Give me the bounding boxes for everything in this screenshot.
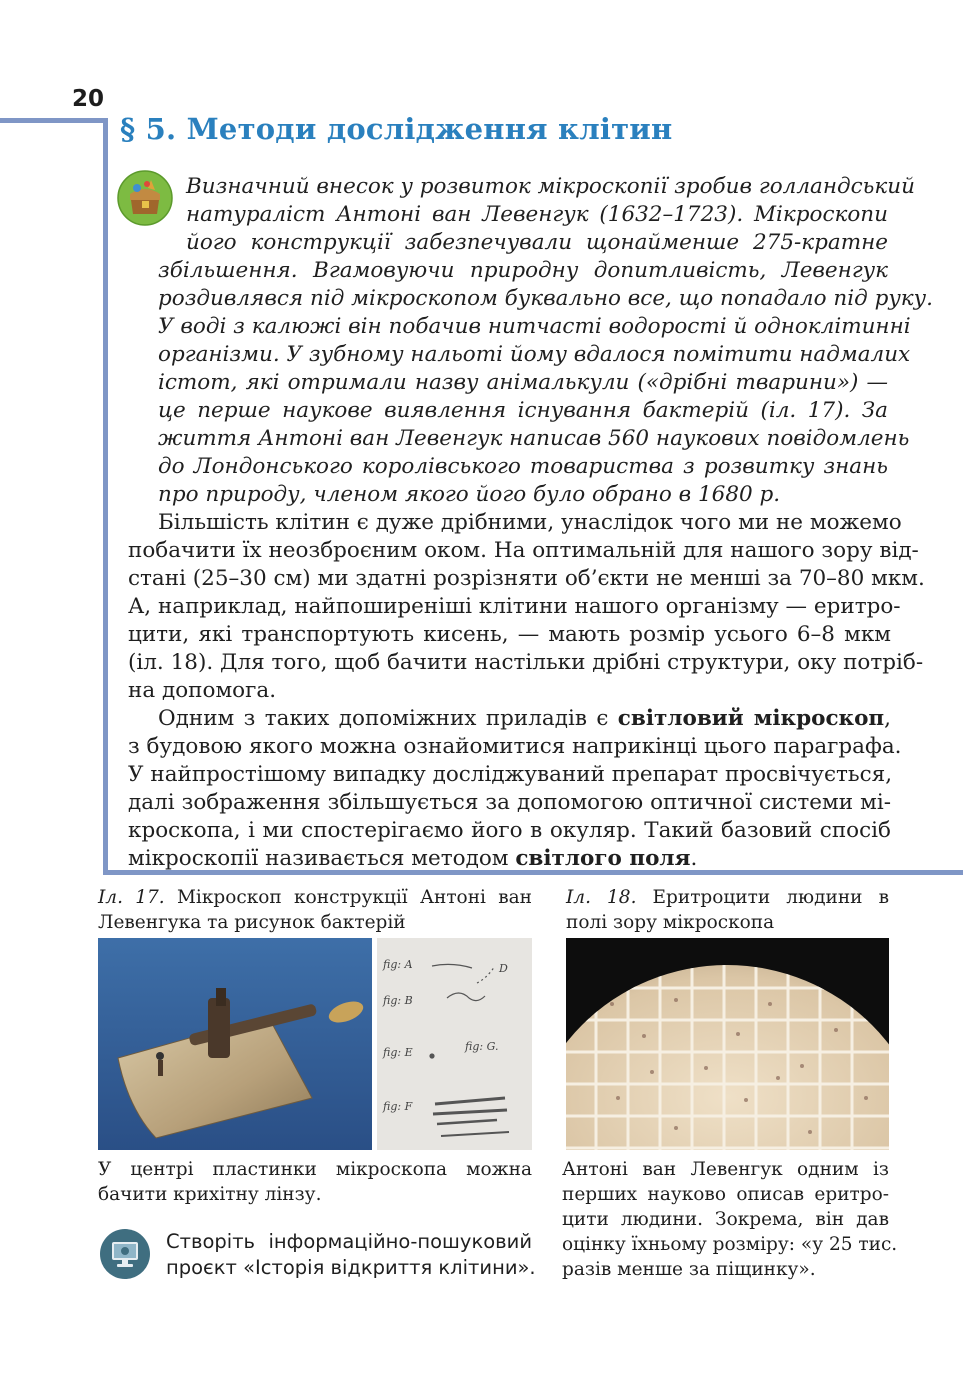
fig18-note-line: Антоні ван Левенгук одним із	[562, 1159, 889, 1180]
sketch-label-fig-a: fig: A	[383, 958, 413, 971]
fig17-note-line2: бачити крихітну лінзу.	[98, 1184, 322, 1205]
body-line: Більшість клітин є дуже дрібними, унаслідок чого ми не можемо	[158, 510, 902, 535]
fig17-note-line1: У центрі пластинки мікроскопа можна	[98, 1159, 532, 1180]
fig18-note-line: перших науково описав еритро-	[562, 1184, 889, 1205]
sketch-label-d: D	[499, 962, 508, 975]
fig17-caption-line2: Левенгука та рисунок бактерій	[98, 912, 406, 933]
section-title: § 5. Методи дослідження клітин	[120, 112, 673, 146]
fig17-caption-line1: Іл. 17. Мікроскоп конструкції Антоні ван	[98, 887, 532, 908]
intro-line: збільшення. Вгамовуючи природну допитливість, Левенгук	[158, 258, 888, 283]
intro-line: У воді з калюжі він побачив нитчасті водорості й одноклітинні	[158, 314, 911, 339]
section-rule-top	[0, 118, 107, 123]
intro-line: до Лондонського королівського товариства з розвитку знань	[158, 454, 888, 479]
project-task-line2: проєкт «Історія відкриття клітини».	[166, 1256, 536, 1279]
intro-line: Визначний внесок у розвиток мікроскопії зробив голландський	[186, 174, 915, 199]
body-line: У найпростішому випадку досліджуваний препарат просвічується,	[128, 762, 893, 787]
section-rule-left	[103, 118, 108, 874]
intro-line: про природу, членом якого його було обрано в 1680 р.	[158, 482, 781, 507]
body-line: кроскопа, і ми спостерігаємо його в окуляр. Такий базовий спосіб	[128, 818, 891, 843]
body-line: стані (25–30 см) ми здатні розрізняти об’єкти не менші за 70–80 мкм.	[128, 566, 925, 591]
fig18-note-line: цити людини. Зокрема, він дав	[562, 1209, 889, 1230]
term-bright-field: світлого поля	[515, 846, 691, 871]
fig18-caption-line2: полі зору мікроскопа	[566, 912, 775, 933]
body-line: цити, які транспортують кисень, — мають розмір усього 6–8 мкм	[128, 622, 891, 647]
body-line: на допомога.	[128, 678, 277, 703]
body-line: далі зображення збільшується за допомогою оптичної системи мі-	[128, 790, 891, 815]
intro-line: роздивлявся під мікроскопом буквально все, що попадало під руку.	[158, 286, 933, 311]
body-line: Одним з таких допоміжних приладів є світловий мікроскоп,	[158, 706, 891, 731]
leeuwenhoek-microscope-photo	[98, 938, 372, 1150]
sketch-label-fig-f: fig: F	[383, 1100, 413, 1113]
intro-line: його конструкції забезпечували щонайменше 275-кратне	[186, 230, 888, 255]
intro-line: натураліст Антоні ван Левенгук (1632–1723). Мікроскопи	[186, 202, 888, 227]
project-task-line1: Створіть інформаційно-пошуковий	[166, 1230, 532, 1253]
fig18-note-line: разів менше за піщинку».	[562, 1259, 816, 1280]
body-line: (іл. 18). Для того, щоб бачити настільки дрібні структури, оку потріб-	[128, 650, 924, 675]
intro-line: це перше наукове виявлення існування бактерій (іл. 17). За	[158, 398, 888, 423]
erythrocytes-microscope-photo	[566, 938, 889, 1150]
treasure-chest-icon	[117, 170, 173, 226]
body-line: побачити їх неозброєним оком. На оптимальній для нашого зору від-	[128, 538, 919, 563]
body-line: мікроскопії називається методом світлого поля.	[128, 846, 698, 871]
intro-line: життя Антоні ван Левенгук написав 560 наукових повідомлень	[158, 426, 910, 451]
bacteria-sketch-drawing	[377, 938, 532, 1150]
project-monitor-icon	[99, 1228, 151, 1280]
fig18-caption-line1: Іл. 18. Еритроцити людини в	[566, 887, 889, 908]
intro-line: істот, які отримали назву анімалькули («дрібні тварини») —	[158, 370, 888, 395]
page-number: 20	[72, 86, 105, 112]
sketch-label-fig-g: fig: G.	[465, 1040, 499, 1053]
fig18-note-line: оцінку їхньому розміру: «у 25 тис.	[562, 1234, 898, 1255]
sketch-label-fig-b: fig: B	[383, 994, 413, 1007]
body-line: з будовою якого можна ознайомитися наприкінці цього параграфа.	[128, 734, 902, 759]
sketch-label-fig-e: fig: E	[383, 1046, 413, 1059]
body-line: А, наприклад, найпоширеніші клітини нашого організму — еритро-	[128, 594, 901, 619]
intro-line: організми. У зубному нальоті йому вдалося помітити надмалих	[158, 342, 911, 367]
term-light-microscope: світловий мікроскоп	[617, 706, 885, 731]
